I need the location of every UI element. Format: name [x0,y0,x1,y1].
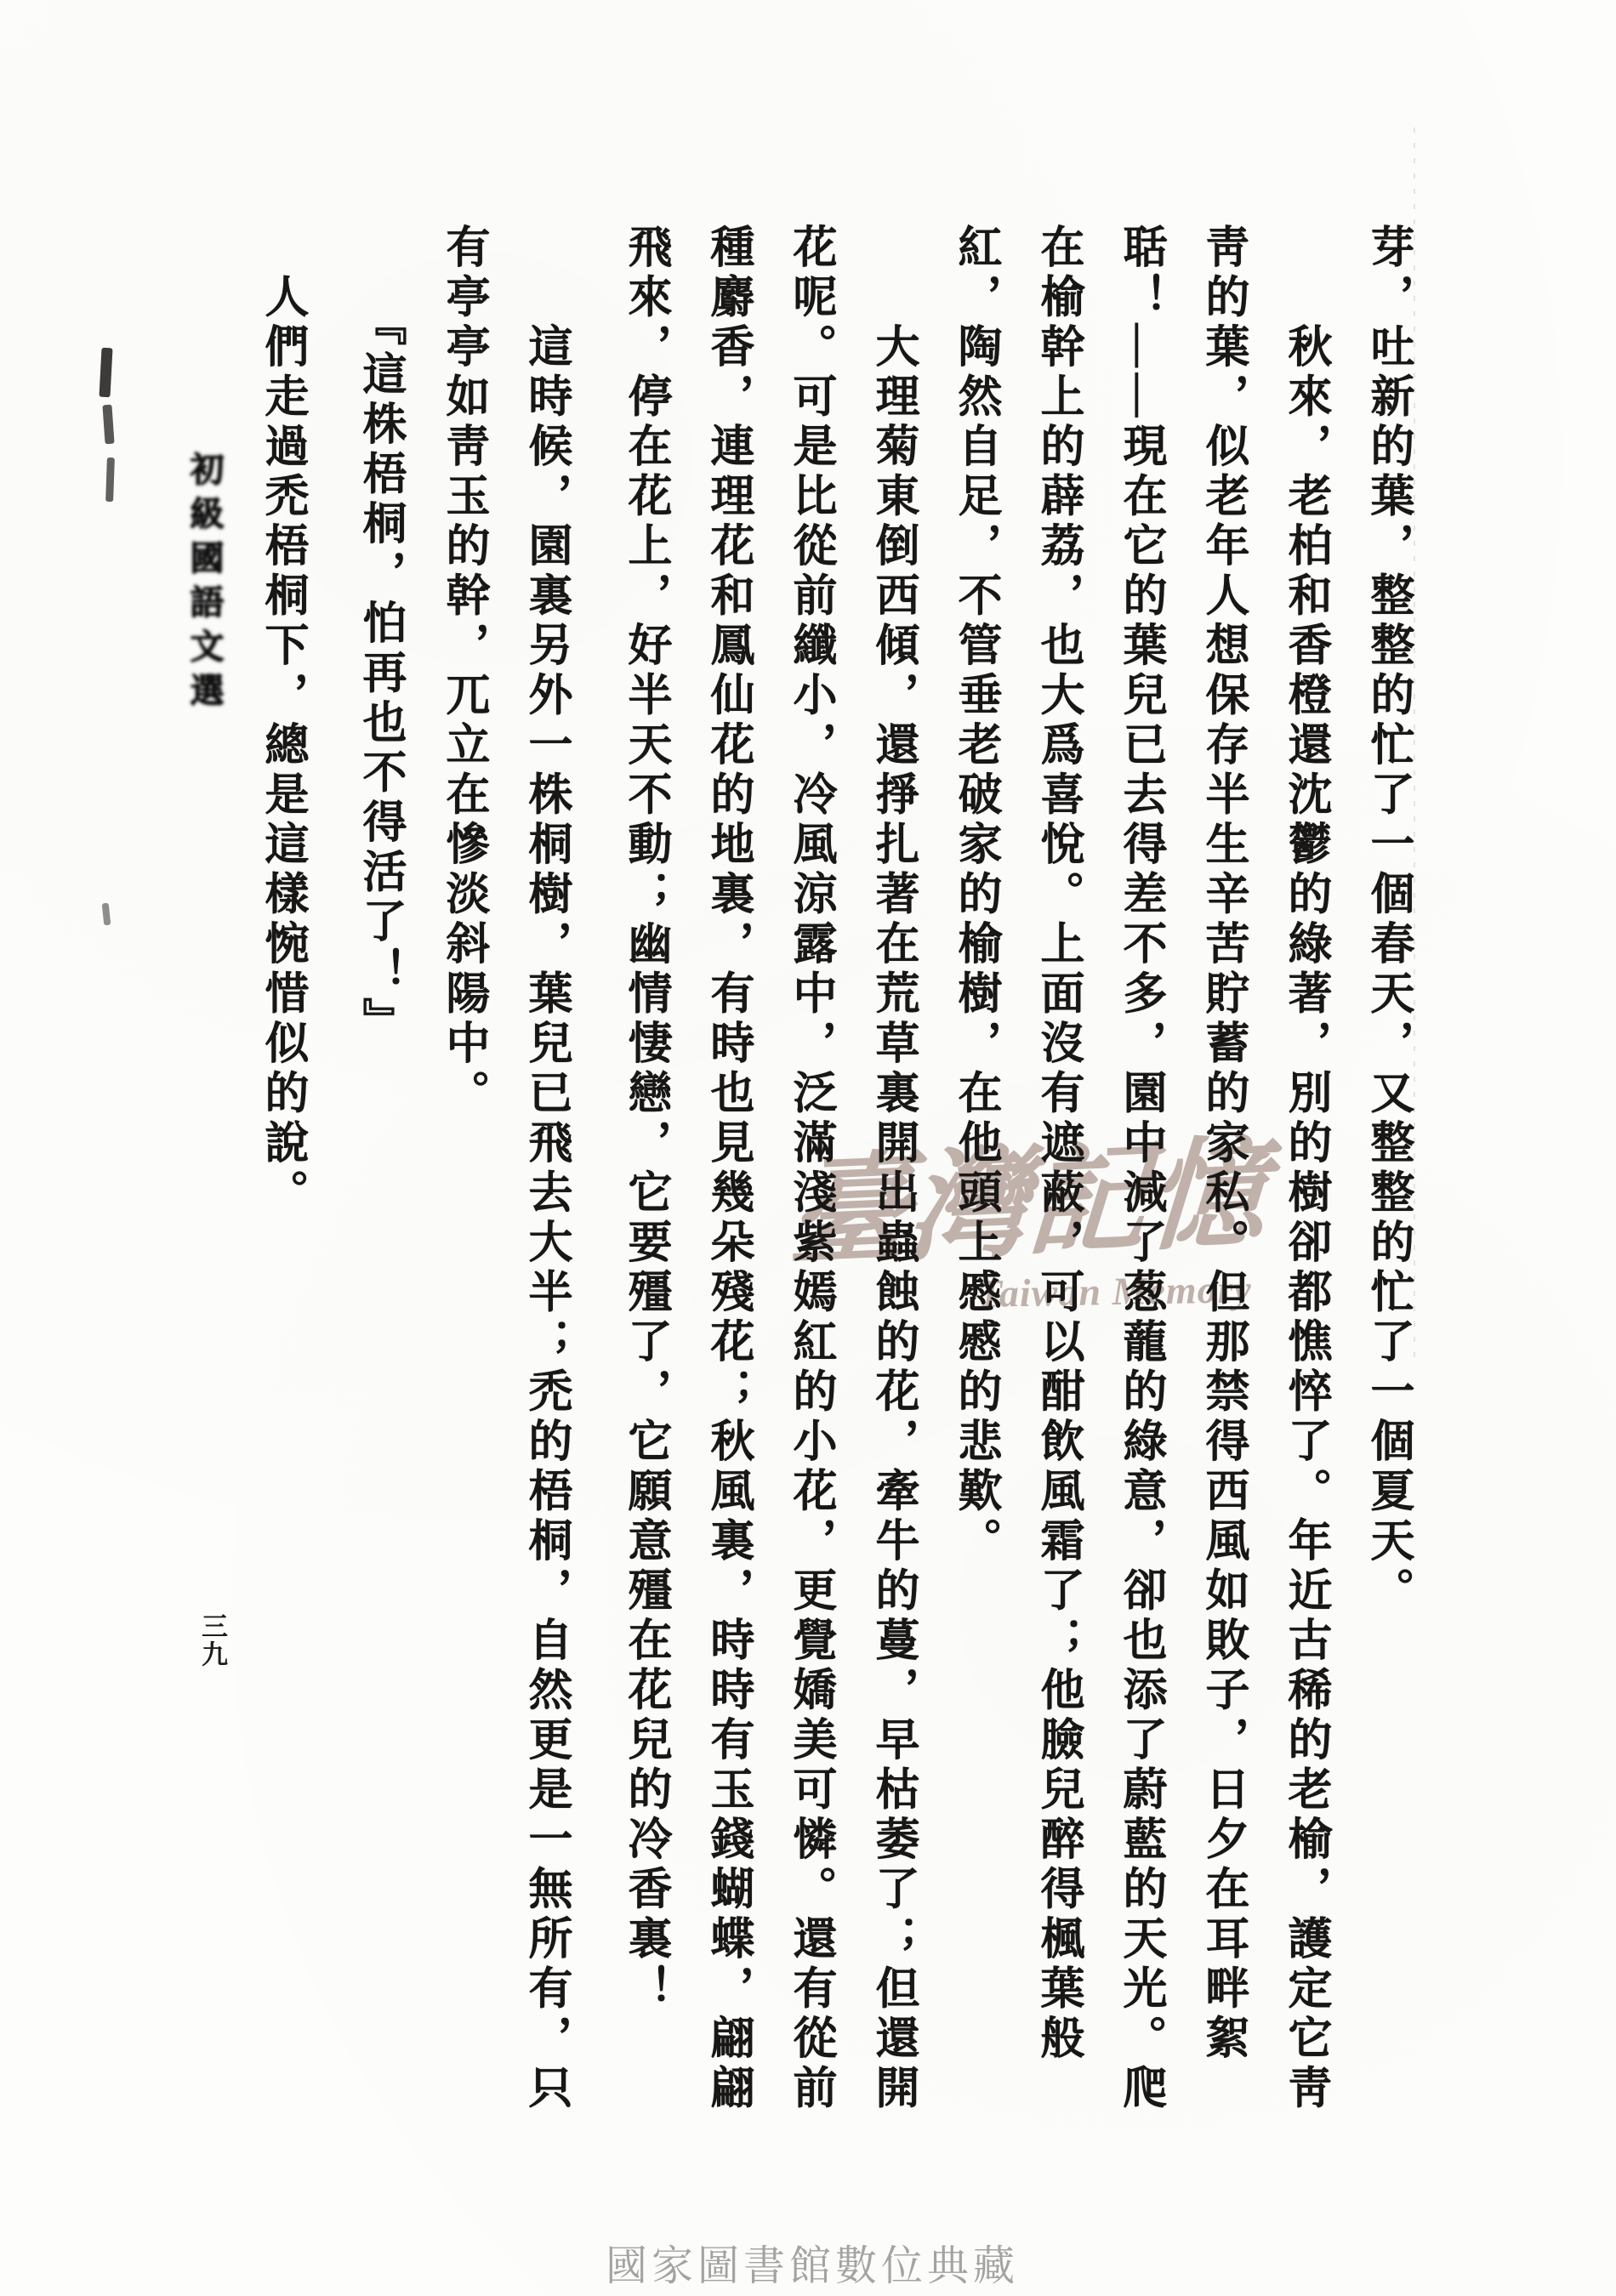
text-column: 在榆幹上的薜荔，也大爲喜悅。上面沒有遮蔽，可以酣飲風霜了；他臉兒醉得楓葉般 [1033,224,1082,2065]
digitization-caption: 國家圖書館數位典藏 [606,2242,1020,2289]
text-column: 飛來，停在花上，好半天不動；幽情悽戀，它要殭了，它願意殭在花兒的冷香裏！ [621,224,669,2015]
text-column: 大理菊東倒西傾，還掙扎著在荒草裏開出蟲蝕的花，牽牛的蔓，早枯萎了；但還開 [868,224,917,2114]
page-number: 三九 [197,1612,227,1668]
ink-smudge [102,903,111,926]
taiwan-memory-watermark-cjk: 臺灣記憶 [785,1128,1270,1282]
taiwan-memory-watermark-latin: Taiwan Memory [977,1267,1253,1316]
text-column: 人們走過禿梧桐下，總是這樣惋惜似的說。 [258,224,306,1219]
running-title: 初級國語文選 [185,452,224,717]
text-column: 秋來，老柏和香橙還沈鬱的綠著，別的樹卻都憔悴了。年近古稀的老榆，護定它靑 [1281,224,1329,2114]
text-column: 芽，吐新的葉，整整的忙了一個春天，又整整的忙了一個夏天。 [1363,224,1412,1617]
text-column: 有亭亭如靑玉的幹，兀立在慘淡斜陽中。 [439,224,487,1119]
ink-smudge [102,405,114,445]
text-column: 聒！——現在它的葉兒已去得差不多，園中減了葱蘢的綠意，卻也添了蔚藍的天光。爬 [1116,224,1164,2114]
text-column: 靑的葉，似老年人想保存半生辛苦貯蓄的家私。但那禁得西風如敗子，日夕在耳畔絮 [1198,224,1247,2065]
text-column: 種麝香，連理花和鳳仙花的地裏，有時也見幾朵殘花；秋風裏，時時有玉錢蝴蝶，翩翩 [703,224,752,2114]
text-column: 『這株梧桐，怕再也不得活了！』 [356,224,404,1048]
scanner-streak [1414,128,1415,1361]
text-column: 這時候，園裏另外一株桐樹，葉兒已飛去大半；禿的梧桐，自然更是一無所有，只 [521,224,570,2114]
ink-smudge [99,348,112,398]
text-column: 紅，陶然自足，不管垂老破家的榆樹，在他頭上慼慼的悲歎。 [951,224,999,1567]
ink-smudge [105,457,115,502]
text-column: 花呢。可是比從前纖小，冷風涼露中，泛滿淺紫嫣紅的小花，更覺嬌美可憐。還有從前 [786,224,834,2114]
